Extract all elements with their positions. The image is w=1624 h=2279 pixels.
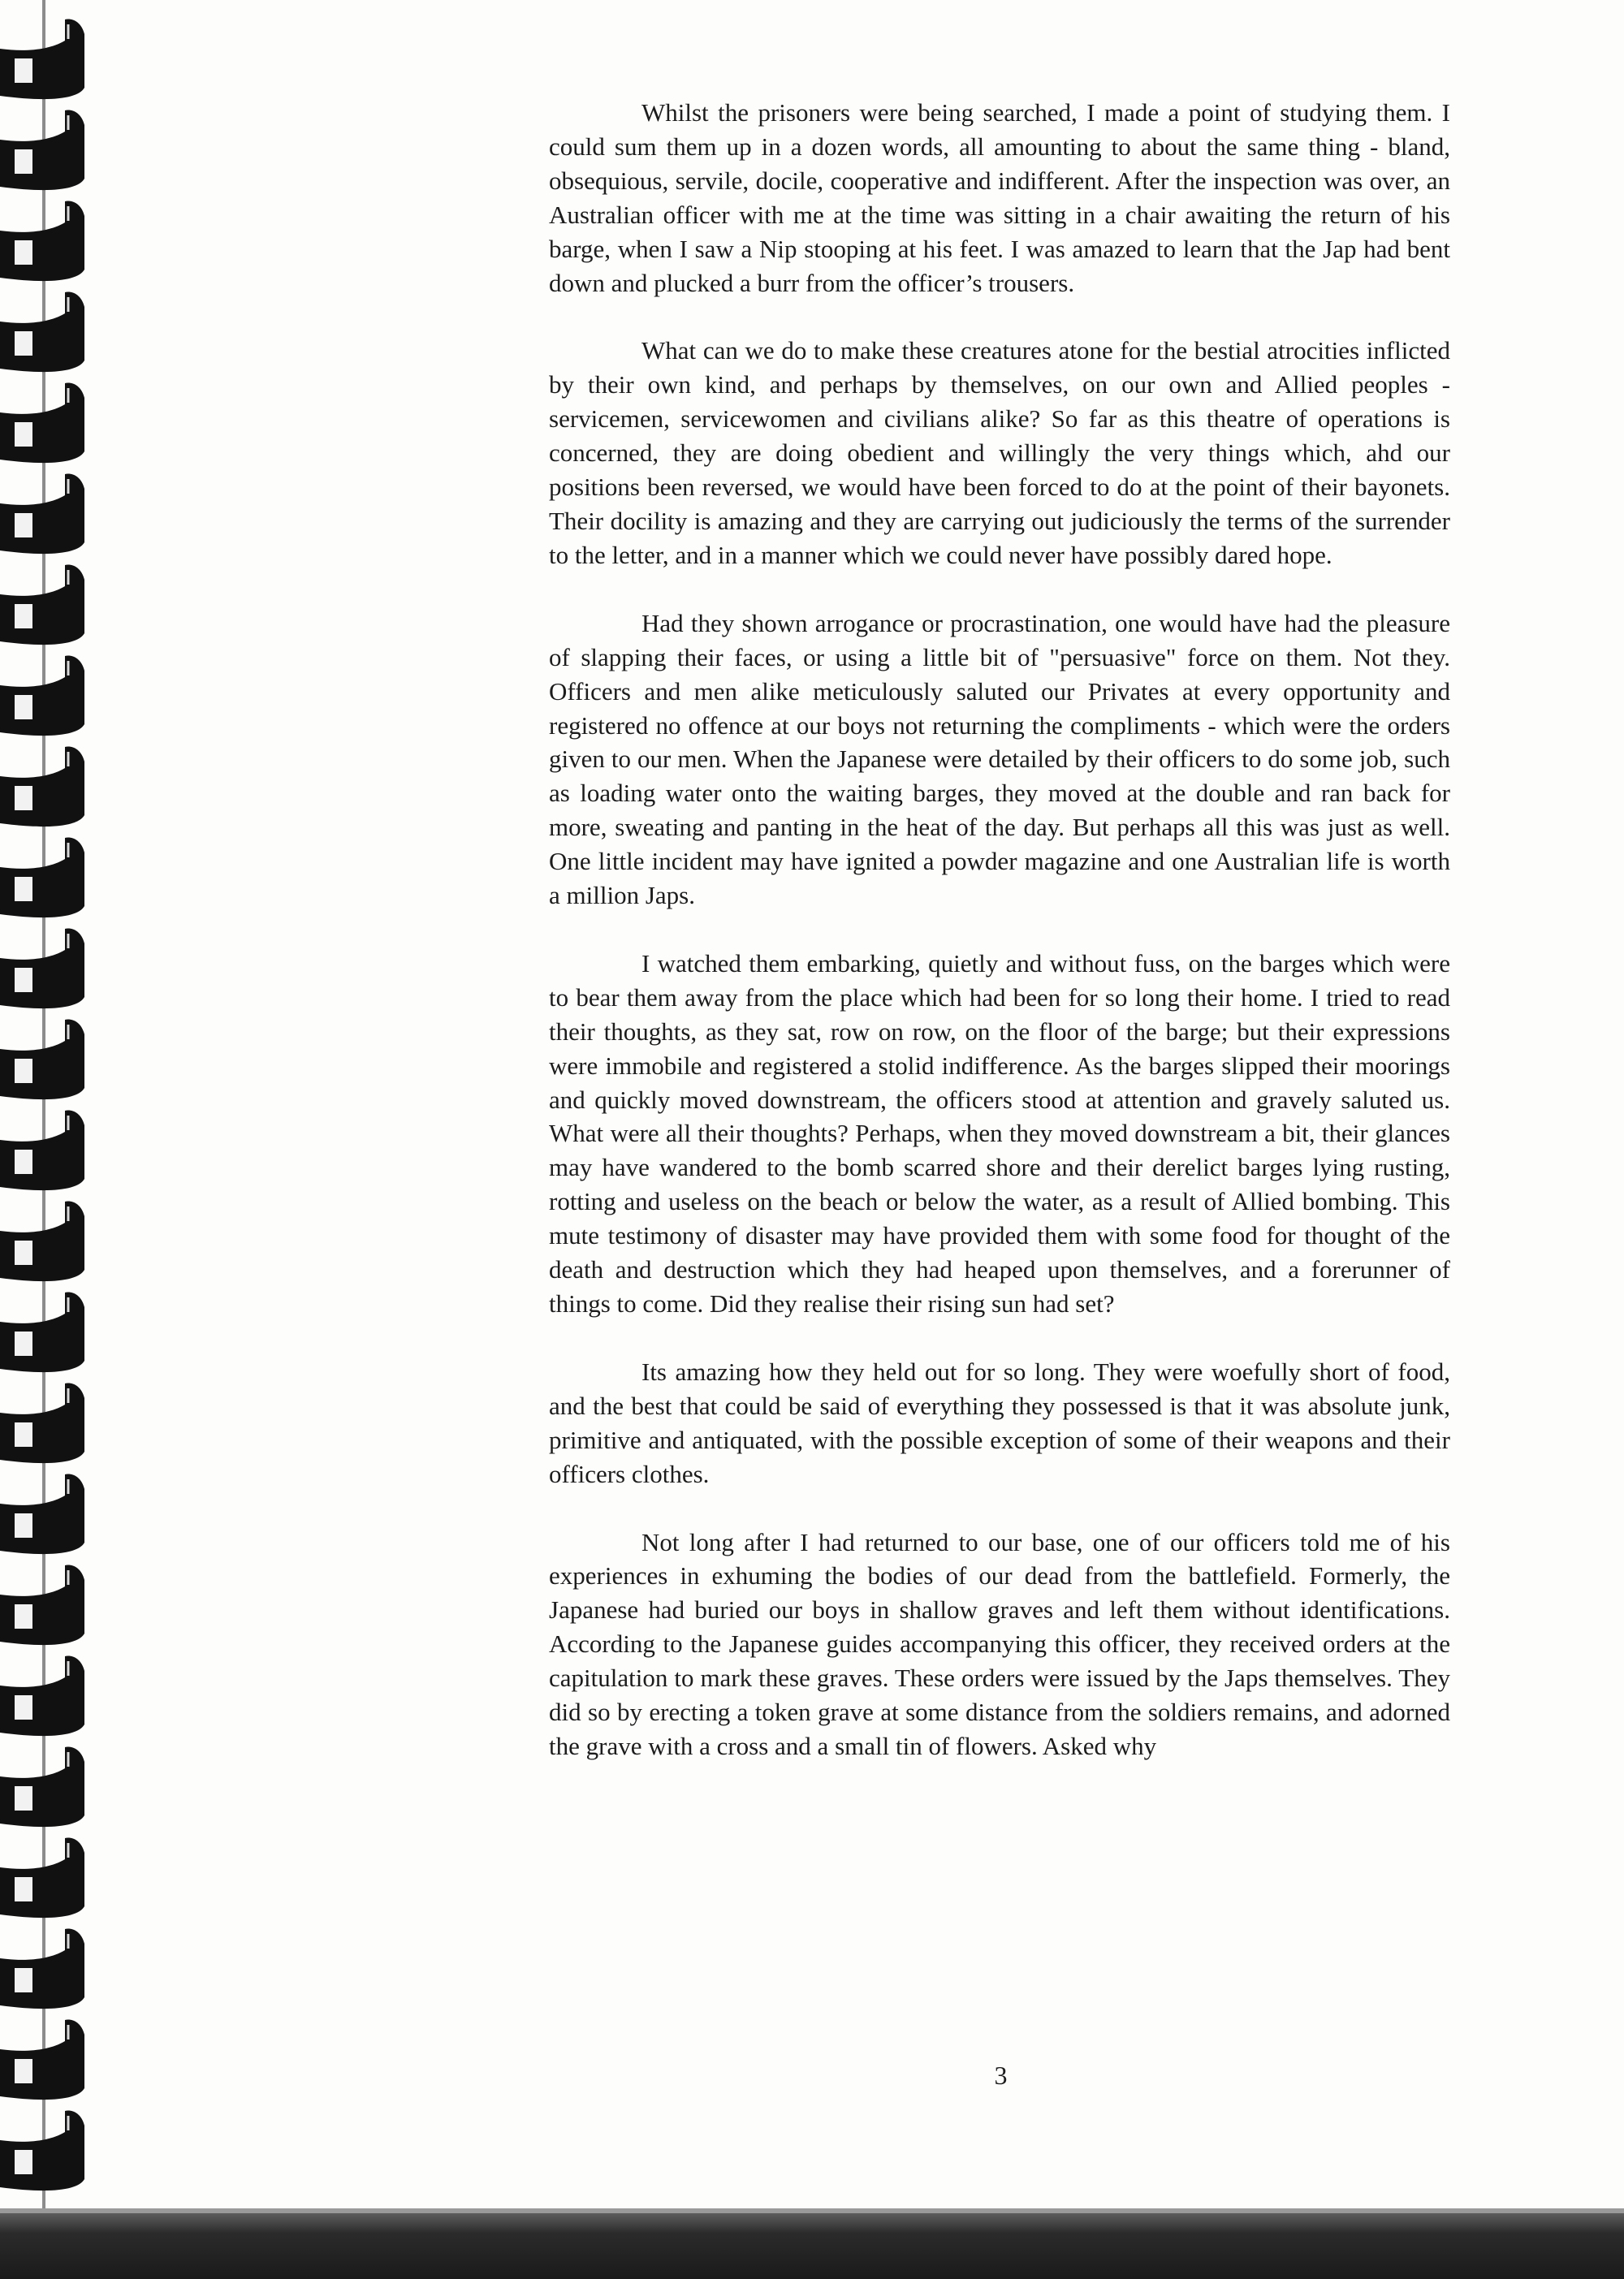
paragraph-6: Not long after I had returned to our base, one of our officers told me of his experiences in exhuming the bodies of our dead from the battlefield. Formerly, the Japanese had buried our boys in shallow graves and left them without identifications. According to the Japanese guides accompanying this officer, they received orders at the capitulation to mark these graves. These orders were issued by the Japs themselves. They did so by erecting a token grave at some distance from the soldiers remains, and adorned the grave with a cross and a small tin of flowers. Asked why (549, 1527, 1450, 1760)
page-number: 3 (994, 2061, 1008, 2090)
paragraph-4: I watched them embarking, quietly and without fuss, on the barges which were to bear them away from the place which had been for so long their home. I tried to read their thoughts, as they sat, row on row, on the floor of the barge; but their expressions were immobile and registered a stolid indifference. As the barges slipped their moorings and quickly moved downstream, the officers stood at attention and gravely saluted us. What were all their thoughts? Perhaps, when they moved downstream a bit, their glances may have wandered to the bomb scarred shore and their derelict barges lying rusting, rotting and useless on the beach or below the water, as a result of Allied bombing. This mute testimony of disaster may have provided them with some food for thought of the death and destruction which they had heaped upon themselves, and a forerunner of things to come. Did they realise their rising sun had set? (549, 948, 1450, 1318)
paragraph-2: What can we do to make these creatures atone for the bestial atrocities inflicted by their own kind, and perhaps by themselves, on our own and Allied peoples - servicemen, servicewomen and civilians alike? So far as this theatre of operations is concerned, they are doing obedient and willingly the very things which, ahd our positions been reversed, we would have been forced to do at the point of their bayonets. Their docility is amazing and they are carrying out judiciously the terms of the surrender to the letter, and in a manner which we could never have possibly dared hope. (549, 336, 1450, 569)
paragraph-3: Had they shown arrogance or procrastination, one would have had the pleasure of slapping their faces, or using a little bit of "persuasive" force on them. Not they. Officers and men alike meticulously saluted our Privates at every opportunity and registered no offence at our boys not returning the compliments - which were the orders given to our men. When the Japanese were detailed by their officers to do some job, such as loading water onto the waiting barges, they moved at the double and ran back for more, sweating and panting in the heat of the day. But perhaps all this was just as well. One little incident may have ignited a powder magazine and one Australian life is worth a million Japs. (549, 608, 1450, 910)
body-text (549, 96, 1450, 1798)
scan-bottom-edge (0, 2208, 1624, 2279)
spiral-binding (0, 0, 106, 2279)
paragraph-5: Its amazing how they held out for so long. They were woefully short of food, and the best that could be said of everything they possessed is that it was absolute junk, primitive and antiquated, with the possible exception of some of their weapons and their officers clothes. (549, 1357, 1450, 1488)
paragraph-1: Whilst the prisoners were being searched, I made a point of studying them. I could sum them up in a dozen words, all amounting to about the same thing - bland, obsequious, servile, docile, cooperative and indifferent. After the inspection was over, an Australian officer with me at the time was sitting in a chair awaiting the return of his barge, when I saw a Nip stooping at his feet. I was amazed to learn that the Jap had bent down and plucked a burr from the officer’s trousers. (549, 98, 1450, 297)
